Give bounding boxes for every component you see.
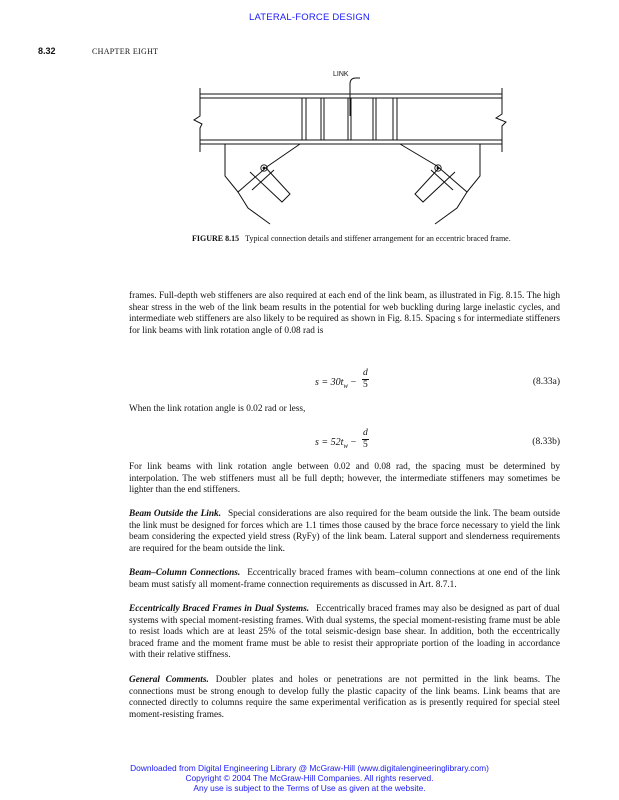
equation-fraction: $\frac{d}{5}$: [363, 368, 368, 390]
equation-number: (8.33a): [532, 377, 560, 387]
section-beam-outside-link: [129, 509, 560, 555]
section-text: Eccentrically braced frames may also be designed as part of dual systems with special moment-resisting frames. With dual systems, the special moment-resisting frame must be able to resist loads which are at least 25% of the total seismic-design base shear. In addition, both the eccentrically braced frame and the moment frame must be able to resist their appropriate portion of the loading in accordance with their relative stiffness.: [129, 604, 560, 661]
section-heading: General Comments.: [129, 675, 209, 685]
section-heading: Beam Outside the Link.: [129, 509, 222, 519]
figure-link-label: LINK: [333, 71, 349, 78]
equation-8-33a: [129, 368, 560, 398]
section-dual-systems: [129, 604, 560, 662]
equation-fraction: $\frac{d}{5}$: [363, 428, 368, 450]
paragraph-2: When the link rotation angle is 0.02 rad or less,: [129, 404, 306, 414]
section-text: Special considerations are also required for the beam outside the link. The beam outside the link must be designed for forces which are 1.1 times those caused by the brace force necessary to yield the link beam considering the expected yield stress (RyFy) of the link beam. Lateral support and slenderness requirements are required for the beam outside the link.: [129, 509, 560, 554]
chapter-title: CHAPTER EIGHT: [92, 47, 159, 56]
paragraph-3: For link beams with link rotation angle between 0.02 and 0.08 rad, the spacing must be determined by interpolation. The web stiffeners must all be full depth; however, the intermediate stiffeners may sometimes be lighter than the end stiffeners.: [129, 462, 560, 496]
section-general-comments: [129, 675, 560, 721]
equation-lhs: $s = 30t_w$ −: [315, 377, 357, 390]
section-text: Eccentrically braced frames with beam–column connections at one end of the link beam must satisfy all moment-frame connection requirements as discussed in Art. 8.7.1.: [129, 568, 561, 590]
section-text: Doubler plates and holes or penetrations are not permitted in the link beams. The connections must be strong enough to develop fully the plastic capacity of the link beams. Link beams that are connected directly to columns require the same experimental verification as is presently required for special steel moment-resisting frames.: [129, 675, 560, 720]
link-beam-figure: [190, 70, 515, 230]
footer-terms-line: Any use is subject to the Terms of Use as given at the website.: [193, 783, 426, 793]
equation-8-33b: [129, 428, 560, 458]
equation-number: (8.33b): [532, 437, 560, 447]
section-heading: Eccentrically Braced Frames in Dual Systems.: [129, 604, 310, 614]
equation-lhs: $s = 52t_w$ −: [315, 437, 357, 450]
link-beam-drawing: [190, 70, 515, 230]
page-number: 8.32: [38, 46, 56, 56]
figure-caption-number: FIGURE 8.15: [192, 234, 240, 243]
figure-caption: [192, 234, 512, 244]
figure-caption-text: Typical connection details and stiffener arrangement for an eccentric braced frame.: [245, 234, 511, 243]
paragraph-1: frames. Full-depth web stiffeners are also required at each end of the link beam, as illustrated in Fig. 8.15. The high shear stress in the web of the link beam results in the potential for web buckling during large inelastic cycles, and intermediate web stiffeners are also likely to be required as shown in Fig. 8.15. Spacing s for intermediate stiffeners for link beams with link rotation angle of 0.08 rad is: [129, 291, 560, 336]
footer-download-line: Downloaded from Digital Engineering Library @ McGraw-Hill (www.digitalengineeringlibrary.com): [130, 763, 489, 773]
running-header-banner: LATERAL-FORCE DESIGN: [248, 12, 370, 23]
section-heading: Beam–Column Connections.: [129, 568, 241, 578]
footer-copyright-line: Copyright © 2004 The McGraw-Hill Companies. All rights reserved.: [185, 773, 434, 783]
section-beam-column-connections: [129, 568, 560, 591]
